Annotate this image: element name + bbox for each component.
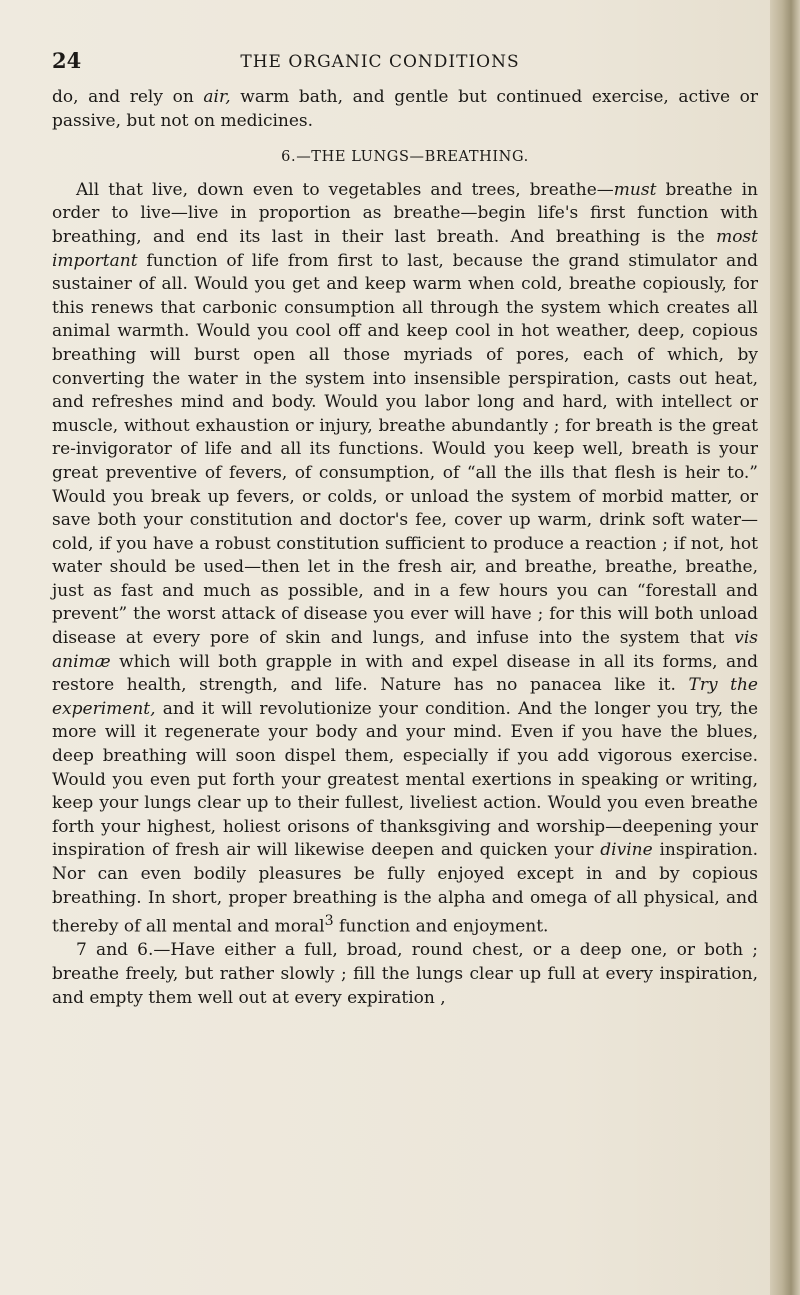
paragraph-chest: 7 and 6.—Have either a full, broad, round chest, or a deep one, or both ; breathe freely, but rather slowly ; fill the lungs clear up full at every inspiration, and empty them well out at every expiration , [52, 940, 758, 1008]
page-gutter-shadow [770, 0, 800, 1295]
paragraph-breathing: All that live, down even to vegetables and trees, breathe—must breathe in order to live—live in proportion as breathe—begin life's first function with breathing, and end its last in their last breath. And breathing is the most important function of life from first to last, because the grand stimulator and sustainer of all. Would you get and keep warm when cold, breathe copiously, for this renews that carbonic consumption all through the system which creates all animal warmth. Would you cool off and keep cool in hot weather, deep, copious breathing will burst open all those myriads of pores, each of which, by converting the water in the system into insensible perspiration, casts out heat, and refreshes mind and body. Would you labor long and hard, with intellect or muscle, without exhaustion or injury, breathe abundantly ; for breath is the great re-invigorator of life and all its functions. Would you keep well, breath is your great preventive of fevers, of consumption, of “all the ills that flesh is heir to.” Would you break up fevers, or colds, or unload the system of morbid matter, or save both your constitution and doctor's fee, cover up warm, drink soft water—cold, if you have a robust constitution sufficient to produce a reaction ; if not, hot water should be used—then let in the fresh air, and breathe, breathe, breathe, just as fast and much as possible, and in a few hours you can “forestall and prevent” the worst attack of disease you ever will have ; for this will both unload disease at every pore of skin and lungs, and infuse into the system that vis animæ which will both grapple in with and expel disease in all its forms, and restore health, strength, and life. Nature has no panacea like it. Try the experiment, and it will revolutionize your condition. And the longer you try, the more will it regenerate your body and your mind. Even if you have the blues, deep breathing will soon dispel them, especially if you add vigorous exercise. Would you even put forth your greatest mental exertions in speaking or writing, keep your lungs clear up to their fullest, liveliest action. Would you even breathe forth your highest, holiest orisons of thanksgiving and worship—deepening your inspiration of fresh air will likewise deepen and quicken your divine inspiration. Nor can even bodily pleasures be fully enjoyed except in and by copious breathing. In short, proper breathing is the alpha and omega of all physical, and thereby of all mental and moral$^3$ function and enjoyment. [52, 179, 759, 937]
body-text [52, 86, 758, 1010]
section-heading: 6.—THE LUNGS—BREATHING. [281, 149, 529, 166]
intro-paragraph: do, and rely on air, warm bath, and gentle but continued exercise, active or passive, but not on medicines. [52, 87, 759, 131]
footnote-marker[interactable]: 3 [324, 913, 334, 930]
page-number: 24 [52, 48, 82, 73]
running-title: THE ORGANIC CONDITIONS [240, 52, 520, 72]
